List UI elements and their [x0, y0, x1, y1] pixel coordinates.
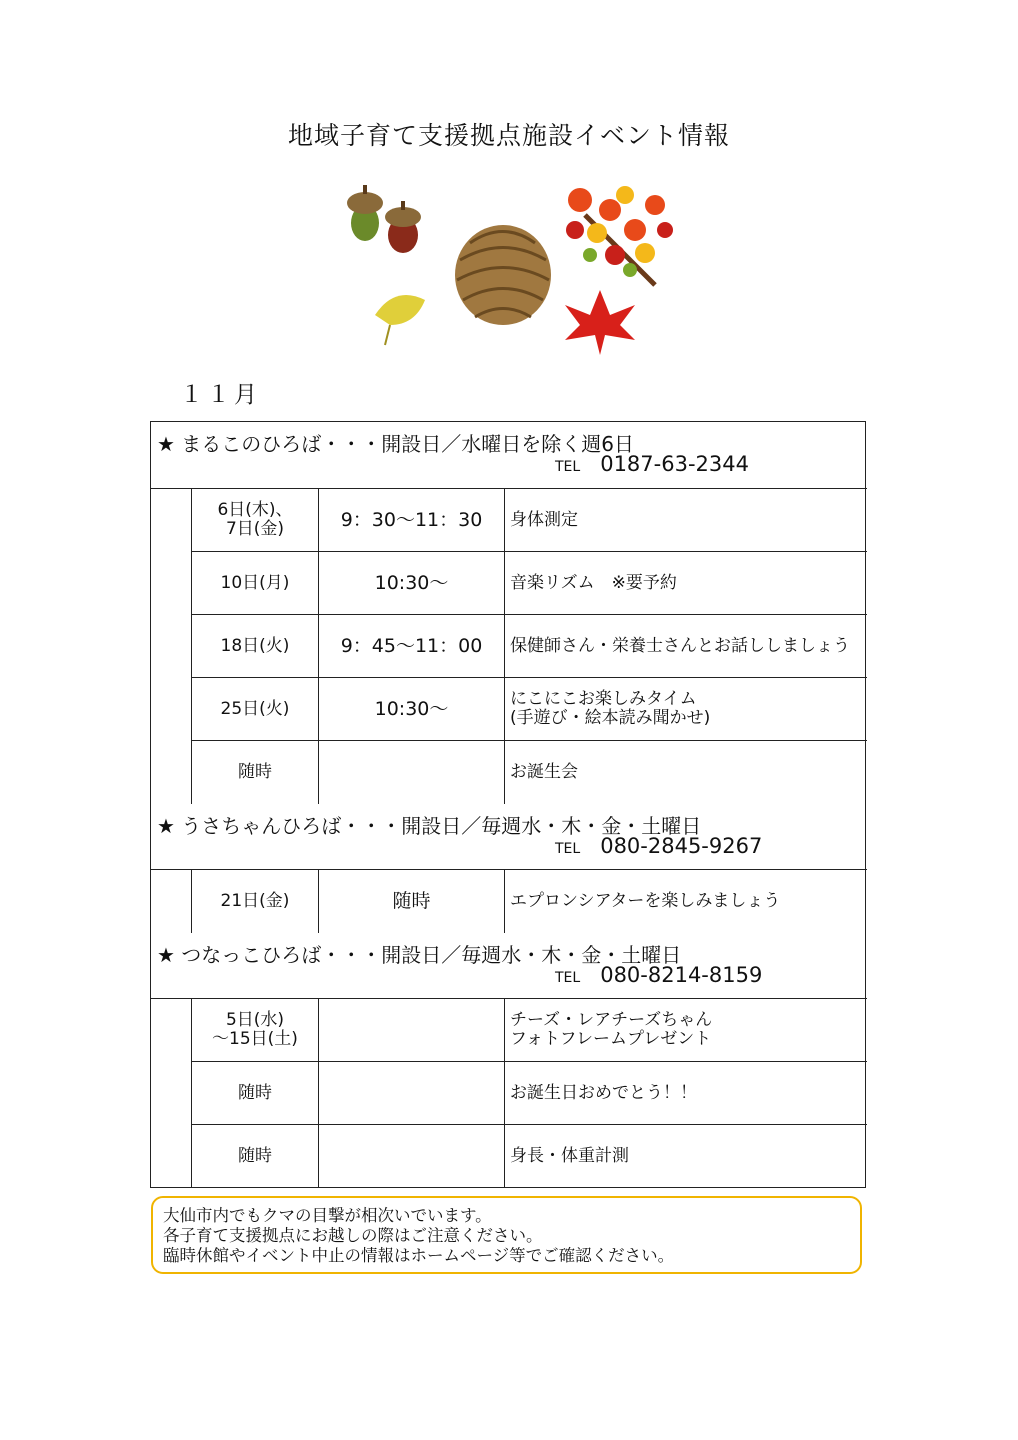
event-desc-cell	[504, 615, 867, 677]
acorn-icon	[385, 201, 421, 253]
facility-phone	[555, 834, 762, 858]
event-description: チーズ・レアチーズちゃん フォトフレームプレゼント	[510, 1010, 713, 1049]
event-date: 6日(木)、 7日(金)	[217, 500, 293, 539]
event-description: お誕生会	[510, 762, 578, 783]
notice-line: 臨時休館やイベント中止の情報はホームページ等でご確認ください。	[163, 1246, 675, 1265]
notice-box	[151, 1196, 862, 1274]
facility-name: ★ うさちゃんひろば・・・開設日／毎週水・木・金・土曜日	[157, 814, 702, 838]
event-time-cell	[318, 1062, 504, 1124]
event-date-cell	[191, 615, 318, 677]
event-desc-cell	[504, 1062, 867, 1124]
pinecone-icon	[455, 225, 551, 325]
tel-label: TEL	[555, 459, 581, 475]
event-time-cell	[318, 870, 504, 933]
event-time: 9：45～11：00	[340, 634, 483, 657]
event-time-cell	[318, 678, 504, 740]
event-row	[191, 489, 867, 552]
event-description: 保健師さん・栄養士さんとお話ししましょう	[510, 635, 850, 656]
event-row	[191, 999, 867, 1062]
event-desc-cell	[504, 678, 867, 740]
event-date-cell	[191, 1062, 318, 1124]
acorn-icon	[347, 185, 383, 241]
facility-phone	[555, 452, 749, 476]
tel-label: TEL	[555, 970, 581, 986]
event-time-cell	[318, 999, 504, 1061]
event-row	[191, 1062, 867, 1125]
event-row	[151, 741, 867, 804]
event-date-cell	[191, 678, 318, 740]
event-row	[151, 870, 867, 933]
maple-leaf-icon	[565, 290, 635, 355]
phone-number: 080-8214-8159	[600, 963, 763, 987]
facility-header	[151, 422, 867, 489]
tel-label: TEL	[555, 841, 581, 857]
page-title: 地域子育て支援拠点施設イベント情報	[287, 121, 730, 150]
event-date: 随時	[238, 1082, 272, 1103]
event-date: 21日(金)	[220, 891, 290, 912]
event-date-cell	[191, 870, 318, 933]
event-time-cell	[318, 615, 504, 677]
event-table	[150, 421, 866, 1188]
event-date-cell	[191, 1125, 318, 1188]
event-date-cell	[191, 489, 318, 551]
event-time-cell	[318, 489, 504, 551]
event-description: 身長・体重計測	[510, 1146, 629, 1167]
event-date: 25日(火)	[220, 698, 290, 719]
autumn-illustration	[335, 175, 685, 360]
event-description: 音楽リズム ※要予約	[510, 572, 677, 593]
event-date: 5日(水) ～15日(土)	[212, 1010, 298, 1049]
facility-header	[151, 933, 867, 999]
event-description: エプロンシアターを楽しみましょう	[510, 891, 781, 912]
event-time-cell	[318, 741, 504, 804]
event-row	[191, 1125, 867, 1188]
event-date-cell	[191, 999, 318, 1061]
facility-name: ★ まるこのひろば・・・開設日／水曜日を除く週6日	[157, 432, 635, 456]
event-row	[191, 615, 867, 678]
event-time: 10:30～	[374, 697, 449, 720]
event-time-cell	[318, 552, 504, 614]
event-desc-cell	[504, 489, 867, 551]
facility-phone	[555, 963, 762, 987]
event-date: 10日(月)	[220, 572, 290, 593]
event-desc-cell	[504, 999, 867, 1061]
event-desc-cell	[504, 870, 867, 933]
phone-number: 0187-63-2344	[600, 452, 749, 476]
facility-header	[151, 804, 867, 870]
ginkgo-leaf-icon	[375, 295, 425, 345]
notice-line: 各子育て支援拠点にお越しの際はご注意ください。	[163, 1226, 543, 1245]
event-time: 10:30～	[374, 571, 449, 594]
event-time-cell	[318, 1125, 504, 1188]
event-description: 身体測定	[510, 509, 578, 530]
event-date: 随時	[238, 762, 272, 783]
event-row	[191, 552, 867, 615]
event-desc-cell	[504, 1125, 867, 1188]
notice-line: 大仙市内でもクマの目撃が相次いでいます。	[163, 1206, 492, 1225]
event-desc-cell	[504, 552, 867, 614]
month-label: １１月	[180, 382, 261, 408]
event-time: 随時	[392, 890, 431, 913]
event-date-cell	[191, 741, 318, 804]
event-time: 9：30～11：30	[340, 508, 483, 531]
event-desc-cell	[504, 741, 867, 804]
event-date-cell	[191, 552, 318, 614]
event-row	[191, 678, 867, 741]
event-description: お誕生日おめでとう！！	[510, 1082, 697, 1103]
event-description: にこにこお楽しみタイム (手遊び・絵本読み聞かせ)	[510, 689, 711, 728]
event-date: 随時	[238, 1146, 272, 1167]
maple-branch-icon	[566, 186, 673, 285]
event-date: 18日(火)	[220, 635, 290, 656]
facility-name: ★ つなっこひろば・・・開設日／毎週水・木・金・土曜日	[157, 943, 682, 967]
phone-number: 080-2845-9267	[600, 834, 763, 858]
